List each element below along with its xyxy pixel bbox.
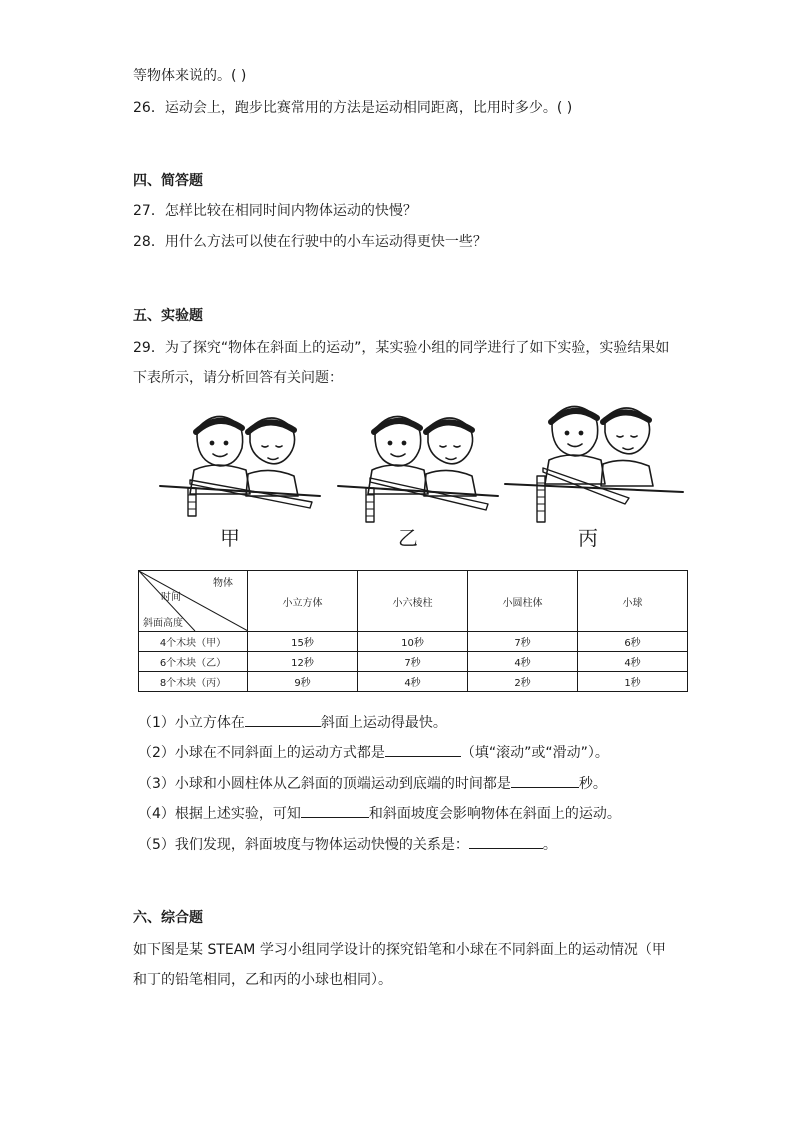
question-27: 27．怎样比较在相同时间内物体运动的快慢？ — [133, 203, 417, 219]
section5-heading: 五、实验题 — [133, 308, 203, 324]
figure-label-yi: 乙 — [398, 526, 418, 550]
subquestion-3 — [138, 773, 607, 794]
table-cell: 4秒 — [578, 652, 688, 672]
subquestion-4-tail: 和斜面坡度会影响物体在斜面上的运动。 — [368, 806, 621, 822]
subquestion-2-text: （2）小球在不同斜面上的运动方式都是 — [138, 745, 385, 761]
table-corner-cell — [139, 571, 248, 632]
column-header: 小圆柱体 — [468, 571, 578, 632]
subquestion-5 — [138, 834, 557, 855]
corner-time-label: 时间 — [161, 592, 181, 603]
question-29-line1: 29．为了探究“物体在斜面上的运动”，某实验小组的同学进行了如下实验，实验结果如 — [133, 340, 670, 356]
question-28: 28．用什么方法可以使在行驶中的小车运动得更快一些？ — [133, 234, 487, 250]
results-table — [138, 570, 688, 692]
table-row — [139, 632, 688, 652]
section4-heading: 四、简答题 — [133, 173, 203, 189]
subquestion-1-tail: 斜面上运动得最快。 — [320, 715, 447, 731]
section6-text-line2: 和丁的铅笔相同，乙和丙的小球也相同）。 — [133, 972, 392, 988]
table-cell: 15秒 — [248, 632, 358, 652]
column-header: 小球 — [578, 571, 688, 632]
answer-blank-3[interactable] — [511, 773, 579, 788]
table-cell: 7秒 — [468, 632, 578, 652]
subquestion-5-text: （5）我们发现，斜面坡度与物体运动快慢的关系是： — [138, 837, 469, 853]
question-29-line2: 下表所示，请分析回答有关问题： — [133, 370, 343, 386]
answer-blank-1[interactable] — [245, 712, 321, 727]
scene-jia — [160, 416, 320, 516]
table-cell: 6秒 — [578, 632, 688, 652]
corner-object-label: 物体 — [213, 578, 233, 589]
subquestion-4 — [138, 803, 621, 824]
figure-label-bing: 丙 — [578, 526, 598, 550]
subquestion-3-tail: 秒。 — [578, 776, 607, 792]
table-cell: 1秒 — [578, 672, 688, 692]
column-header: 小立方体 — [248, 571, 358, 632]
corner-slope-label: 斜面高度 — [143, 618, 183, 629]
scene-yi — [338, 416, 498, 522]
table-cell: 4秒 — [358, 672, 468, 692]
table-cell: 2秒 — [468, 672, 578, 692]
item25-tail: 等物体来说的。( ) — [133, 68, 247, 84]
subquestion-2 — [138, 742, 609, 763]
row-label: 6个木块（乙） — [139, 652, 248, 672]
table-row — [139, 672, 688, 692]
table-cell: 9秒 — [248, 672, 358, 692]
subquestion-5-tail: 。 — [542, 837, 557, 853]
subquestion-2-tail: （填“滚动”或“滑动”）。 — [460, 745, 609, 761]
row-label: 4个木块（甲） — [139, 632, 248, 652]
table-cell: 12秒 — [248, 652, 358, 672]
table-row — [139, 652, 688, 672]
subquestion-4-text: （4）根据上述实验，可知 — [138, 806, 301, 822]
table-header-row — [139, 571, 688, 632]
subquestion-3-text: （3）小球和小圆柱体从乙斜面的顶端运动到底端的时间都是 — [138, 776, 511, 792]
section6-heading: 六、综合题 — [133, 910, 203, 926]
row-label: 8个木块（丙） — [139, 672, 248, 692]
table-cell: 7秒 — [358, 652, 468, 672]
answer-blank-4[interactable] — [301, 803, 369, 818]
scene-bing — [505, 406, 683, 522]
subquestion-1 — [138, 712, 447, 733]
item26: 26．运动会上，跑步比赛常用的方法是运动相同距离，比用时多少。( ) — [133, 100, 573, 116]
column-header: 小六棱柱 — [358, 571, 468, 632]
answer-blank-2[interactable] — [385, 742, 461, 757]
table-cell: 10秒 — [358, 632, 468, 652]
subquestion-1-text: （1）小立方体在 — [138, 715, 245, 731]
table-cell: 4秒 — [468, 652, 578, 672]
section6-text-line1: 如下图是某 STEAM 学习小组同学设计的探究铅笔和小球在不同斜面上的运动情况（甲 — [133, 942, 666, 958]
answer-blank-5[interactable] — [469, 834, 543, 849]
figure-label-jia: 甲 — [220, 526, 240, 550]
